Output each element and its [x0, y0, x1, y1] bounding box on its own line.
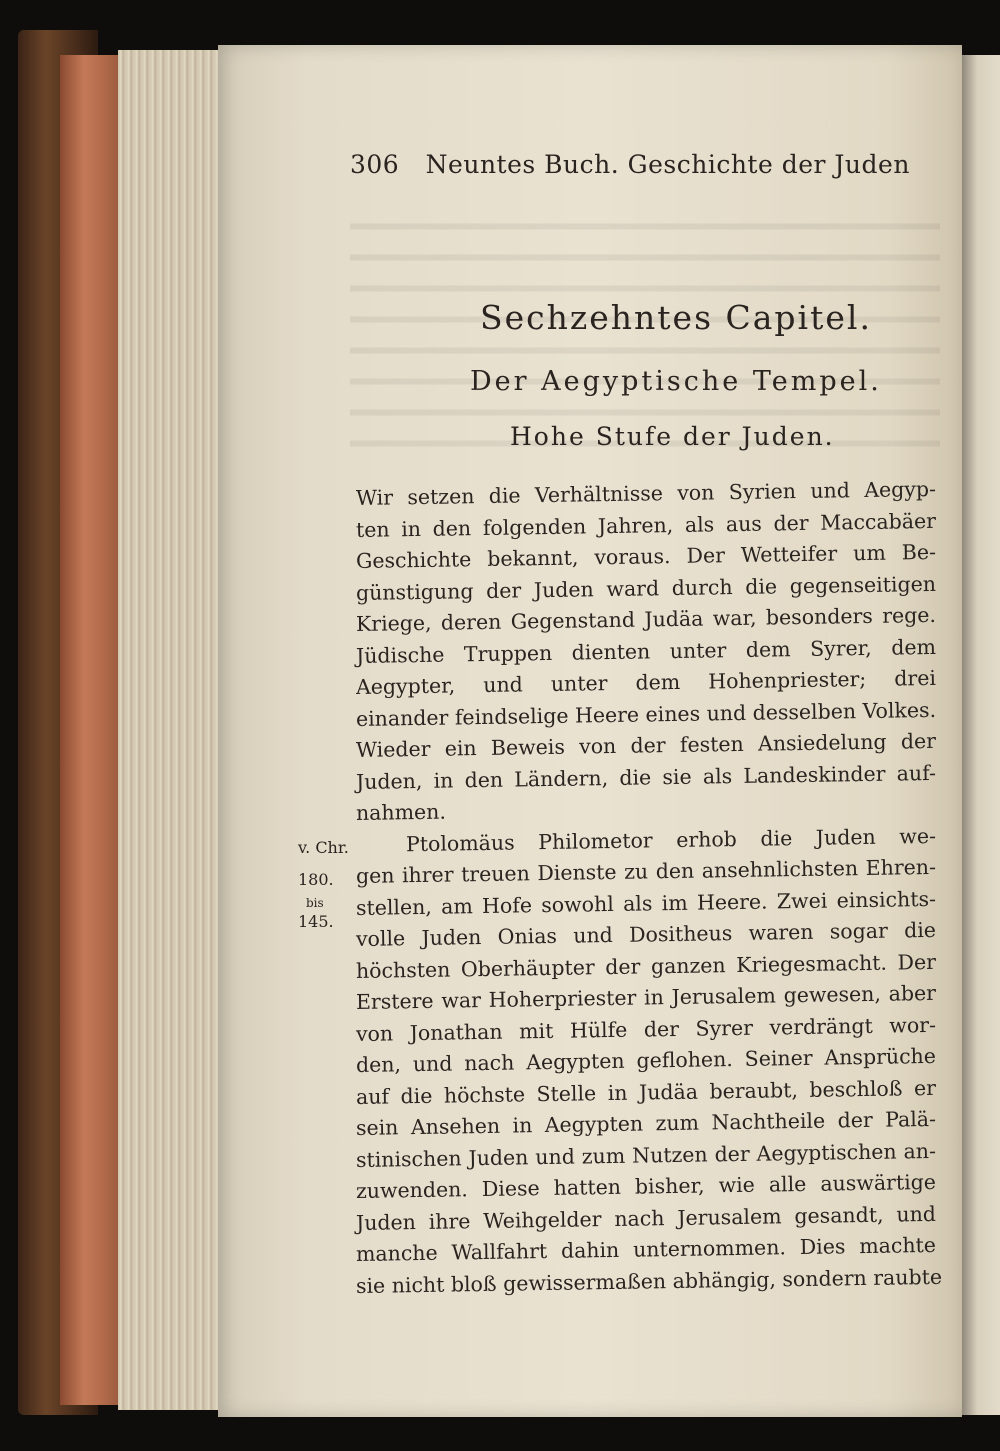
text-line: günstigung der Juden ward durch die gegenseitigen — [355, 571, 937, 605]
text-line: Aegypter, und unter dem Hohenpriester; drei — [355, 665, 937, 699]
body-text — [355, 476, 943, 1302]
text-line: nahmen. — [355, 799, 447, 825]
text-line: Ptolomäus Philometor erhob die Juden we- — [405, 823, 937, 856]
text-line: höchsten Oberhäupter der ganzen Kriegesmacht. Der — [355, 949, 937, 983]
section-title: Der Aegyptische Tempel. — [470, 366, 882, 397]
text-line: Juden ihre Weihgelder nach Jerusalem gesandt, und — [355, 1201, 937, 1235]
text-line: einander feindselige Heere eines und desselben Volkes. — [355, 697, 937, 731]
page-stack — [118, 50, 223, 1410]
text-line: stellen, am Hofe sowohl als im Heere. Zwei einsichts- — [355, 886, 937, 920]
margin-note-end: 145. — [298, 912, 334, 931]
text-line: Juden, in den Ländern, die sie als Landeskinder auf- — [355, 760, 937, 794]
chapter-title: Sechzehntes Capitel. — [480, 298, 872, 337]
text-line: volle Juden Onias und Dositheus waren sogar die — [355, 917, 937, 951]
text-line: sie nicht bloß gewissermaßen abhängig, sondern raubte — [355, 1264, 943, 1298]
text-line: zuwenden. Diese hatten bisher, wie alle auswärtige — [355, 1169, 937, 1203]
running-title: Neuntes Buch. Geschichte der Juden — [425, 150, 910, 179]
text-line: auf die höchste Stelle in Judäa beraubt, beschloß er — [355, 1075, 937, 1109]
text-line: stinischen Juden und zum Nutzen der Aegyptischen an- — [355, 1138, 937, 1172]
margin-date-note — [298, 832, 349, 934]
next-page-edge — [962, 55, 1000, 1415]
margin-note-start: 180. — [298, 870, 334, 889]
section-subtitle: Hohe Stufe der Juden. — [510, 422, 835, 451]
page-header — [350, 150, 910, 179]
text-line: von Jonathan mit Hülfe der Syrer verdrängt wor- — [355, 1012, 937, 1046]
text-line: manche Wallfahrt dahin unternommen. Dies machte — [355, 1232, 937, 1266]
text-line: Geschichte bekannt, voraus. Der Wetteifer um Be- — [355, 539, 937, 573]
margin-note-bis: bis — [306, 896, 324, 910]
margin-note-era: v. Chr. — [298, 838, 349, 857]
text-line: den, und nach Aegypten geflohen. Seiner Ansprüche — [355, 1043, 937, 1077]
page-number: 306 — [350, 150, 400, 179]
text-line: Erstere war Hoherpriester in Jerusalem gewesen, aber — [355, 980, 937, 1014]
text-line: Wieder ein Beweis von der festen Ansiedelung der — [355, 728, 937, 762]
text-line: Jüdische Truppen dienten unter dem Syrer, dem — [355, 634, 937, 668]
text-line: Kriege, deren Gegenstand Judäa war, besonders rege. — [355, 602, 937, 636]
text-line: sein Ansehen in Aegypten zum Nachtheile der Palä- — [355, 1106, 937, 1140]
text-line: ten in den folgenden Jahren, als aus der Maccabäer — [355, 508, 937, 542]
text-line: gen ihrer treuen Dienste zu den ansehnlichsten Ehren- — [355, 854, 937, 888]
fore-edge — [60, 55, 120, 1405]
text-line: Wir setzen die Verhältnisse von Syrien und Aegyp- — [355, 476, 937, 510]
